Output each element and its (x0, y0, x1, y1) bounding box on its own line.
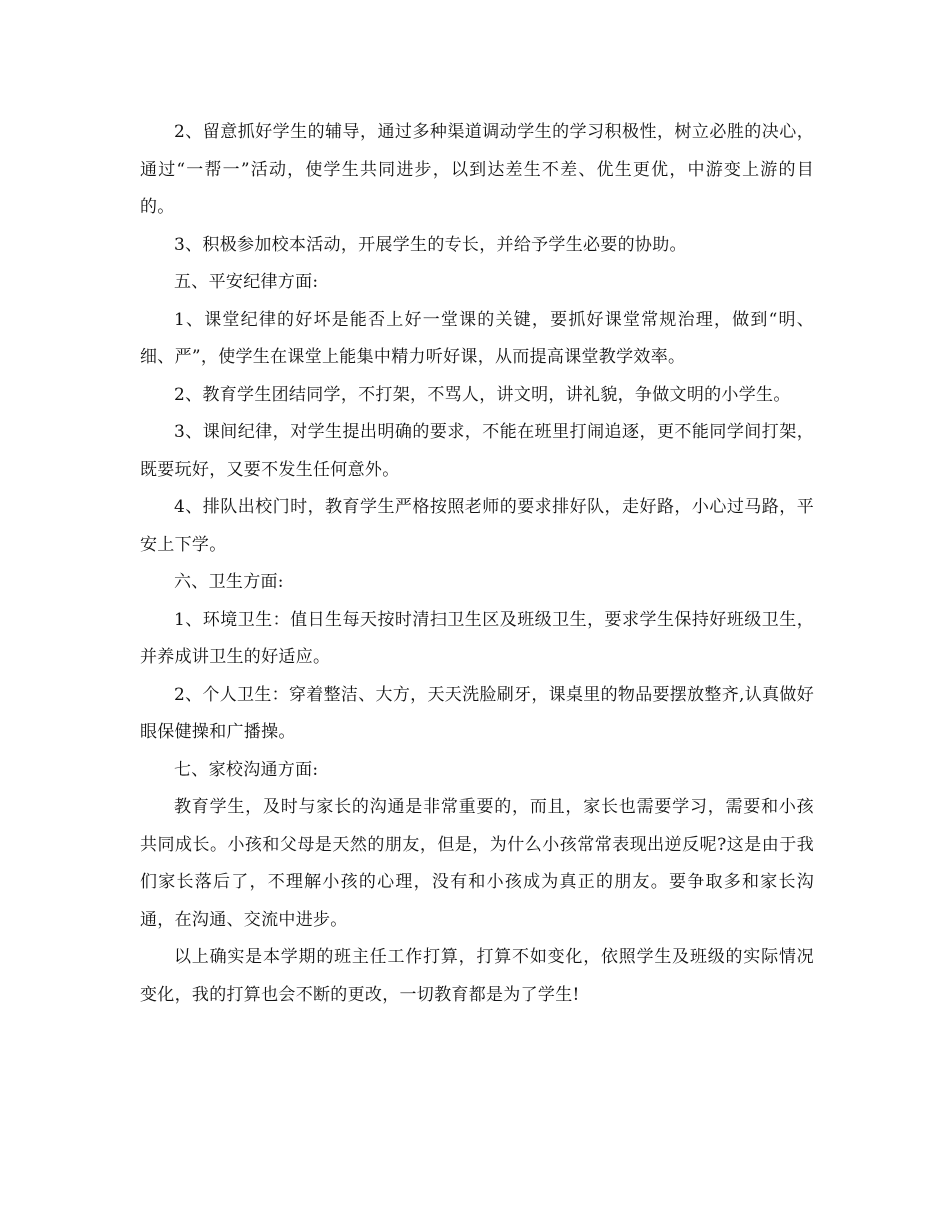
heading-safety-discipline: 五、平安纪律方面: (174, 272, 319, 292)
heading-home-school: 七、家校沟通方面: (174, 759, 319, 780)
paragraph-classroom-discipline: 1、课堂纪律的好坏是能否上好一堂课的关键，要抓好课堂常规治理，做到“明、细、严”，使学生在课堂上能集中精力听好课，从而提高课堂教学效率。 (140, 309, 814, 367)
paragraph-school-activities: 3、积极参加校本活动，开展学生的专长，并给予学生必要的协助。 (174, 234, 687, 255)
heading-hygiene: 六、卫生方面: (174, 572, 284, 592)
paragraph-conclusion: 以上确实是本学期的班主任工作打算，打算不如变化，依照学生及班级的实际情况变化，我的打算也会不断的更改，一切教育都是为了学生! (140, 947, 814, 1005)
paragraph-break-discipline: 3、课间纪律，对学生提出明确的要求，不能在班里打闹追逐，更不能同学间打架，既要玩好，又要不发生任何意外。 (140, 422, 814, 480)
paragraph-parent-communication: 教育学生，及时与家长的沟通是非常重要的，而且，家长也需要学习，需要和小孩共同成长。小孩和父母是天然的朋友，但是，为什么小孩常常表现出逆反呢?这是由于我们家长落后了，不理解小孩的心理，没有和小孩成为真正的朋友。要争取多和家长沟通，在沟通、交流中进步。 (140, 797, 814, 930)
document-body (140, 114, 814, 1014)
paragraph-queue: 4、排队出校门时，教育学生严格按照老师的要求排好队，走好路，小心过马路，平安上下学。 (140, 497, 814, 555)
paragraph-personal-hygiene: 2、个人卫生：穿着整洁、大方，天天洗脸刷牙，课桌里的物品要摆放整齐,认真做好眼保健操和广播操。 (140, 684, 814, 742)
paragraph-tutoring: 2、留意抓好学生的辅导，通过多种渠道调动学生的学习积极性，树立必胜的决心，通过“一帮一”活动，使学生共同进步，以到达差生不差、优生更优，中游变上游的目的。 (140, 122, 814, 217)
paragraph-unity: 2、教育学生团结同学，不打架，不骂人，讲文明，讲礼貌，争做文明的小学生。 (174, 384, 791, 405)
paragraph-environment-hygiene: 1、环境卫生：值日生每天按时清扫卫生区及班级卫生，要求学生保持好班级卫生，并养成讲卫生的好适应。 (140, 609, 814, 667)
